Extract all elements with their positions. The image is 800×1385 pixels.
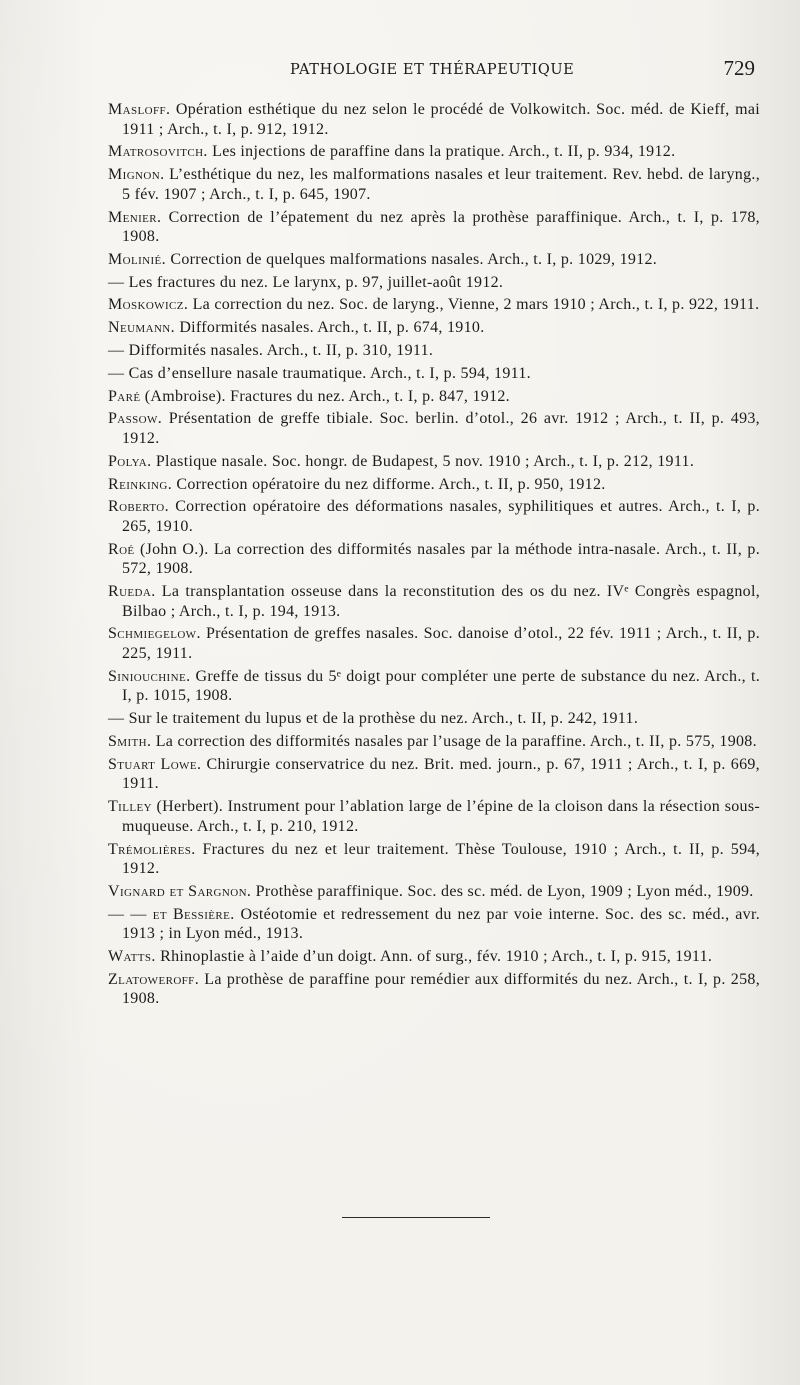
entry-text: Greffe de tissus du 5ᵉ doigt pour compléter une perte de substance du nez. Arch., t. I, p. 1015, 1908. bbox=[122, 667, 760, 705]
entry-text: Opération esthétique du nez selon le procédé de Volkowitch. Soc. méd. de Kieff, mai 1911 ; Arch., t. I, p. 912, 1912. bbox=[122, 101, 760, 138]
entry-author: — — et Bessière. bbox=[108, 905, 235, 923]
bibliography-entry bbox=[108, 273, 760, 293]
bibliography-entry bbox=[108, 250, 760, 270]
bibliography-entry bbox=[108, 905, 760, 944]
bibliography-entry bbox=[108, 732, 760, 752]
running-header bbox=[105, 58, 755, 86]
running-title: PATHOLOGIE ET THÉRAPEUTIQUE bbox=[290, 62, 575, 78]
bibliography-entry bbox=[108, 475, 760, 495]
entry-text: — Cas d’ensellure nasale traumatique. Arch., t. I, p. 594, 1911. bbox=[108, 364, 531, 382]
entry-author: Rueda. bbox=[108, 583, 156, 601]
entry-text: La prothèse de paraffine pour remédier aux difformités du nez. Arch., t. I, p. 258, 1908. bbox=[122, 970, 760, 1008]
bibliography-entry bbox=[108, 709, 760, 729]
entry-author: Mignon. bbox=[108, 166, 165, 184]
entry-author: Watts. bbox=[108, 948, 156, 966]
entry-text: — Difformités nasales. Arch., t. II, p. 310, 1911. bbox=[108, 342, 434, 360]
end-rule bbox=[342, 1217, 490, 1218]
entry-author: Vignard et Sargnon. bbox=[108, 882, 252, 900]
entry-text: Les injections de paraffine dans la pratique. Arch., t. II, p. 934, 1912. bbox=[207, 143, 676, 161]
entry-author: Masloff. bbox=[108, 101, 171, 118]
bibliography-entry bbox=[108, 582, 760, 621]
entry-author: Smith. bbox=[108, 732, 152, 750]
entry-author: Passow. bbox=[108, 410, 163, 428]
entry-text: Prothèse paraffinique. Soc. des sc. méd. de Lyon, 1909 ; Lyon méd., 1909. bbox=[251, 882, 754, 900]
bibliography-entry bbox=[108, 364, 760, 384]
page-number: 729 bbox=[723, 56, 755, 80]
entry-text: Présentation de greffe tibiale. Soc. berlin. d’otol., 26 avr. 1912 ; Arch., t. II, p. 493, 1912. bbox=[122, 410, 760, 447]
entry-text: Difformités nasales. Arch., t. II, p. 674, 1910. bbox=[175, 319, 485, 337]
entry-text: L’esthétique du nez, les malformations nasales et leur traitement. Rev. hebd. de laryng., 5 fév. 1907 ; Arch., t. I, p. 645, 1907. bbox=[122, 166, 760, 203]
entry-author: Polya. bbox=[108, 452, 152, 470]
entry-text: (Ambroise). Fractures du nez. Arch., t. I, p. 847, 1912. bbox=[140, 387, 510, 405]
entry-text: Fractures du nez et leur traitement. Thèse Toulouse, 1910 ; Arch., t. II, p. 594, 1912. bbox=[122, 840, 760, 878]
entry-author: Roberto. bbox=[108, 498, 170, 516]
entry-author: Stuart Lowe. bbox=[108, 755, 202, 773]
bibliography-entry bbox=[108, 452, 760, 472]
entry-text: Présentation de greffes nasales. Soc. danoise d’otol., 22 fév. 1911 ; Arch., t. II, p. 225, 1911. bbox=[122, 625, 760, 663]
entry-text: Correction de quelques malformations nasales. Arch., t. I, p. 1029, 1912. bbox=[166, 250, 658, 268]
entry-author: Zlatoweroff. bbox=[108, 970, 200, 988]
entry-author: Paré bbox=[108, 387, 141, 405]
bibliography-entry bbox=[108, 318, 760, 338]
entry-text: Correction de l’épatement du nez après la prothèse paraffinique. Arch., t. I, p. 178, 1908. bbox=[122, 208, 760, 246]
bibliography-list bbox=[108, 100, 760, 1012]
bibliography-entry bbox=[108, 797, 760, 836]
entry-author: Roé bbox=[108, 540, 135, 558]
entry-text: (Herbert). Instrument pour l’ablation large de l’épine de la cloison dans la résection sous-muqueuse. Arch., t. I, p. 210, 1912. bbox=[122, 798, 760, 835]
bibliography-entry bbox=[108, 947, 760, 967]
entry-author: Moskowicz. bbox=[108, 296, 189, 314]
entry-text: Rhinoplastie à l’aide d’un doigt. Ann. of surg., fév. 1910 ; Arch., t. I, p. 915, 1911. bbox=[155, 948, 713, 966]
bibliography-entry bbox=[108, 667, 760, 706]
bibliography-entry bbox=[108, 882, 760, 902]
entry-text: — Les fractures du nez. Le larynx, p. 97, juillet-août 1912. bbox=[108, 273, 504, 291]
bibliography-entry bbox=[108, 755, 760, 794]
bibliography-entry bbox=[108, 840, 760, 879]
bibliography-entry bbox=[108, 100, 760, 139]
entry-author: Menier. bbox=[108, 208, 162, 226]
entry-text: Ostéotomie et redressement du nez par voie interne. Soc. des sc. méd., avr. 1913 ; in Lyon méd., 1913. bbox=[122, 905, 761, 943]
bibliography-entry bbox=[108, 341, 760, 361]
bibliography-entry bbox=[108, 142, 760, 162]
entry-author: Schmiegelow. bbox=[108, 625, 201, 643]
entry-author: Molinié. bbox=[108, 250, 167, 268]
entry-author: Tilley bbox=[108, 798, 152, 816]
entry-author: Matrosovitch. bbox=[108, 143, 208, 161]
bibliography-entry bbox=[108, 540, 760, 579]
entry-author: Siniouchine. bbox=[108, 667, 191, 685]
bibliography-entry bbox=[108, 497, 760, 536]
bibliography-entry bbox=[108, 387, 760, 407]
entry-text: (John O.). La correction des difformités nasales par la méthode intra-nasale. Arch., t. II, p. 572, 1908. bbox=[122, 540, 760, 578]
entry-text: Correction opératoire du nez difforme. Arch., t. II, p. 950, 1912. bbox=[172, 475, 606, 493]
entry-text: — Sur le traitement du lupus et de la prothèse du nez. Arch., t. II, p. 242, 1911. bbox=[108, 710, 639, 728]
entry-author: Neumann. bbox=[108, 319, 176, 337]
bibliography-entry bbox=[108, 295, 760, 315]
bibliography-entry bbox=[108, 208, 760, 247]
entry-author: Reinking. bbox=[108, 475, 173, 493]
bibliography-entry bbox=[108, 409, 760, 448]
entry-text: Correction opératoire des déformations nasales, syphilitiques et autres. Arch., t. I, p. 265, 1910. bbox=[122, 498, 760, 535]
entry-text: Chirurgie conservatrice du nez. Brit. med. journ., p. 67, 1911 ; Arch., t. I, p. 669, 1911. bbox=[122, 755, 760, 793]
entry-text: La transplantation osseuse dans la reconstitution des os du nez. IVᵉ Congrès espagnol, Bilbao ; Arch., t. I, p. 194, 1913. bbox=[122, 583, 760, 620]
entry-author: Trémolières. bbox=[108, 840, 196, 858]
entry-text: Plastique nasale. Soc. hongr. de Budapest, 5 nov. 1910 ; Arch., t. I, p. 212, 1911. bbox=[151, 452, 695, 470]
bibliography-entry bbox=[108, 624, 760, 663]
entry-text: La correction du nez. Soc. de laryng., Vienne, 2 mars 1910 ; Arch., t. I, p. 922, 1911. bbox=[188, 296, 760, 314]
entry-text: La correction des difformités nasales par l’usage de la paraffine. Arch., t. II, p. 575, 1908. bbox=[151, 732, 757, 750]
bibliography-entry bbox=[108, 970, 760, 1009]
bibliography-entry bbox=[108, 165, 760, 204]
